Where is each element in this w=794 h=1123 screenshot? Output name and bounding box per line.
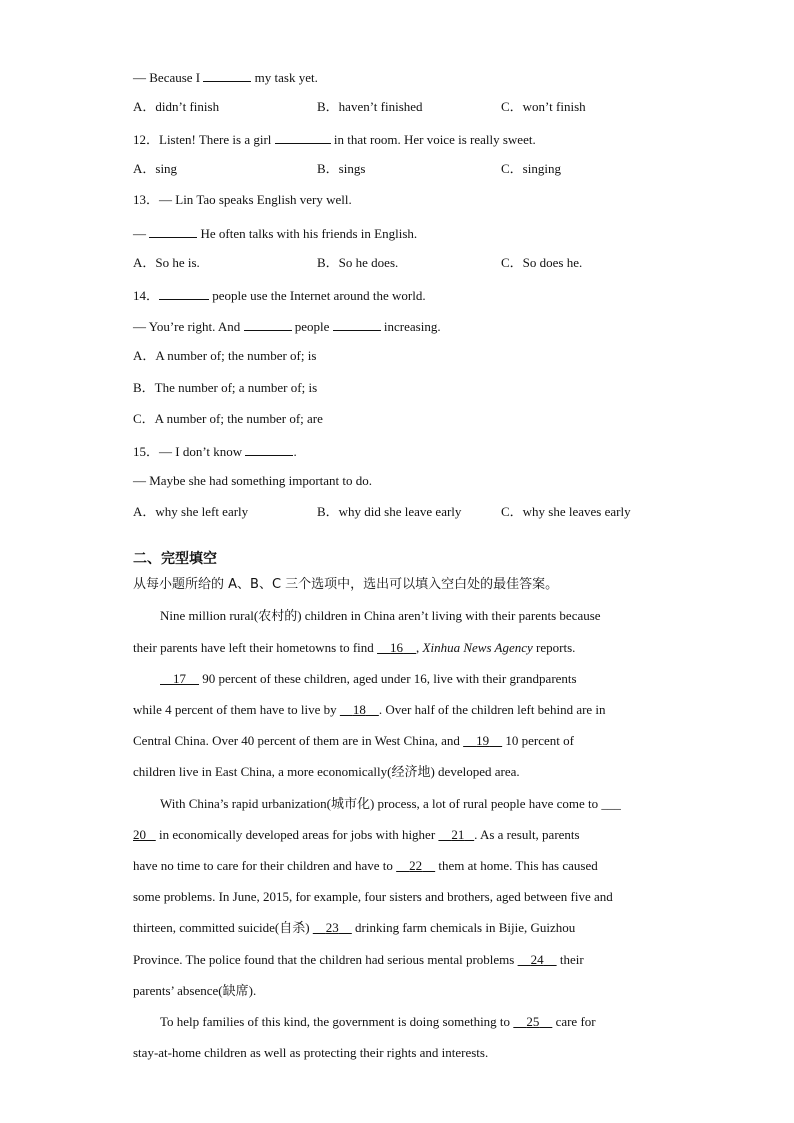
q15-option-c[interactable]: C．why she leaves early [501,504,631,519]
q12-blank[interactable] [275,130,331,144]
blank-23[interactable] [313,920,352,935]
passage-text: thirteen, committed suicide(自杀) [133,920,313,935]
q12-option-c[interactable]: C．singing [501,161,561,176]
q15-stem [133,442,297,460]
passage-text: care for [552,1014,596,1029]
passage-line-5 [133,733,574,749]
passage-line-4 [133,702,606,718]
q13-option-a[interactable]: A．So he is. [133,255,200,270]
blank-19-number: 19 [476,733,490,748]
passage-line-10: some problems. In June, 2015, for example, four sisters and brothers, aged between five and [133,889,613,904]
q12-stem-text-end: in that room. Her voice is really sweet. [330,132,536,147]
q12-option-a[interactable]: A．sing [133,161,178,176]
q14-blank-2[interactable] [244,317,292,331]
passage-text: 90 percent of these children, aged under 16, live with their grandparents [199,671,577,686]
q14-blank-3[interactable] [333,317,381,331]
q13-reply [133,224,417,242]
blank-20-start[interactable]: ___ [601,796,621,811]
q15-reply: — Maybe she had something important to do. [133,473,373,488]
passage-text: while 4 percent of them have to live by [133,702,340,717]
passage-line-1: Nine million rural(农村的) children in China aren’t living with their parents because [160,608,601,623]
q14-stem-text: people use the Internet around the world. [209,288,426,303]
q14-stem-number: 14． [133,288,160,303]
passage-line-7 [160,796,621,812]
blank-16[interactable] [377,640,416,655]
q11-option-c[interactable]: C．won’t finish [501,99,586,114]
passage-line-15: stay-at-home children as well as protecting their rights and interests. [133,1045,489,1060]
q14-reply-text-2: people [291,319,333,334]
passage-line-3 [160,671,577,687]
q13-reply-text-end: He often talks with his friends in English. [197,226,418,241]
passage-text: in economically developed areas for jobs with higher [155,827,439,842]
passage-text: them at home. This has caused [435,858,598,873]
q14-reply-text-3: increasing. [380,319,441,334]
passage-text: Central China. Over 40 percent of them are in West China, and [133,733,464,748]
passage-line-12 [133,952,584,968]
passage-text: , [416,640,423,655]
q14-blank-1[interactable] [159,286,209,300]
blank-20[interactable] [133,827,156,842]
q14-reply [133,317,441,335]
passage-line-11 [133,920,575,936]
q11-blank[interactable] [203,68,251,82]
q12-option-b[interactable]: B．sings [317,161,366,176]
passage-text: Province. The police found that the children had serious mental problems [133,952,518,967]
blank-21[interactable] [438,827,474,842]
q13-reply-text-start: — [133,226,150,241]
q14-stem [133,286,426,304]
blank-21-number: 21 [451,827,465,842]
q11-reply-text-start: — Because I [133,70,204,85]
passage-text: reports. [532,640,576,655]
q11-reply-text-end: my task yet. [251,70,318,85]
blank-17[interactable] [160,671,199,686]
passage-line-2 [133,640,575,656]
q14-option-a[interactable]: A．A number of; the number of; is [133,348,317,363]
passage-text: their [556,952,584,967]
q15-stem-text: 15．— I don’t know [133,444,246,459]
q15-option-b[interactable]: B．why did she leave early [317,504,462,519]
blank-22-number: 22 [409,858,423,873]
passage-text: have no time to care for their children and have to [133,858,397,873]
passage-text: . As a result, parents [474,827,580,842]
section-title: 二、完型填空 [133,551,217,567]
blank-17-number: 17 [173,671,186,686]
q14-reply-text-1: — You’re right. And [133,319,244,334]
passage-text: their parents have left their hometowns to find [133,640,378,655]
q11-reply [133,68,318,86]
passage-text: . Over half of the children left behind are in [378,702,606,717]
passage-line-14 [160,1014,596,1030]
q12-stem [133,130,536,148]
blank-23-number: 23 [325,920,339,935]
blank-18[interactable] [340,702,379,717]
section-instruction: 从每小题所给的 A、B、C 三个选项中，选出可以填入空白处的最佳答案。 [133,577,559,592]
blank-22[interactable] [396,858,435,873]
q11-option-a[interactable]: A．didn’t finish [133,99,220,114]
passage-line-13: parents’ absence(缺席). [133,983,257,998]
passage-line-6: children live in East China, a more economically(经济地) developed area. [133,764,520,779]
q11-option-b[interactable]: B．haven’t finished [317,99,423,114]
q12-stem-text-start: 12．Listen! There is a girl [133,132,275,147]
q13-stem: 13．— Lin Tao speaks English very well. [133,192,352,207]
blank-18-number: 18 [352,702,366,717]
blank-16-number: 16 [390,640,404,655]
passage-line-8 [133,827,580,843]
q15-option-a[interactable]: A．why she left early [133,504,249,519]
passage-text: drinking farm chemicals in Bijie, Guizhou [351,920,576,935]
q13-option-c[interactable]: C．So does he. [501,255,583,270]
q13-blank[interactable] [149,224,197,238]
passage-line-9 [133,858,598,874]
blank-25-number: 25 [526,1014,540,1029]
blank-25[interactable] [513,1014,552,1029]
q13-option-b[interactable]: B．So he does. [317,255,399,270]
passage-text: With China’s rapid urbanization(城市化) process, a lot of rural people have come to [160,796,602,811]
blank-24-number: 24 [530,952,544,967]
q15-stem-period: . [293,444,297,459]
q14-option-c[interactable]: C．A number of; the number of; are [133,411,323,426]
blank-24[interactable] [518,952,557,967]
q14-option-b[interactable]: B．The number of; a number of; is [133,380,318,395]
blank-19[interactable] [463,733,502,748]
passage-text: 10 percent of [502,733,574,748]
blank-20-number: 20 [133,827,146,842]
source-name: Xinhua News Agency [422,640,533,655]
passage-text: To help families of this kind, the government is doing something to [160,1014,514,1029]
q15-blank[interactable] [245,442,293,456]
